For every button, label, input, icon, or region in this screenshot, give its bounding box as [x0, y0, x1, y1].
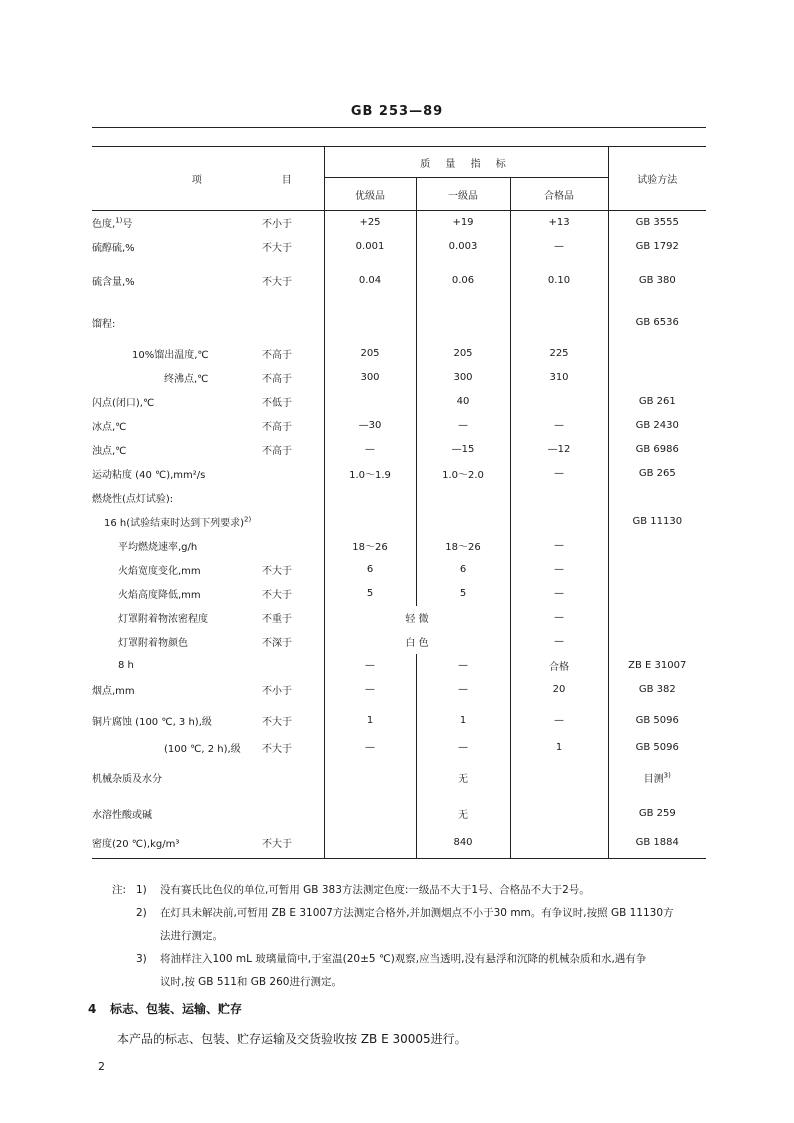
value-premium: [324, 390, 416, 414]
value-first: 1.0～2.0: [416, 462, 510, 486]
value-first: [416, 510, 510, 534]
value-premium: —30: [324, 414, 416, 438]
test-method: [608, 828, 706, 859]
test-method-text: ZB E 31007: [628, 660, 687, 671]
value-first: 18～26: [416, 534, 510, 558]
value-qualified: —: [510, 582, 608, 606]
value-qualified: [510, 799, 608, 828]
table-row: [92, 606, 706, 630]
test-method-text: GB 6986: [635, 444, 679, 455]
specification-table: [92, 146, 706, 859]
row-item-text: (100 ℃, 2 h),级: [164, 743, 241, 755]
value-first: 5: [416, 582, 510, 606]
test-method: [608, 438, 706, 462]
note-number: 1): [136, 884, 147, 896]
row-limit: [262, 654, 324, 678]
footnote-ref: 2): [244, 515, 252, 524]
notes-block: [112, 879, 712, 994]
row-item-text: 密度(20 ℃),kg/m³: [92, 839, 180, 851]
row-item-text: 灯罩附着物浓密程度: [118, 614, 208, 625]
value-qualified: —: [510, 534, 608, 558]
note-line: [112, 902, 712, 925]
test-method: [608, 486, 706, 510]
test-method: [608, 211, 706, 235]
table-row: [92, 366, 706, 390]
row-item-name: [92, 534, 262, 558]
value-qualified: [510, 510, 608, 534]
row-limit: 不大于: [262, 277, 292, 288]
row-item-text: 烟点,mm: [92, 686, 135, 697]
value-first: —: [416, 678, 510, 702]
row-item-text: 8 h: [118, 660, 134, 671]
row-limit: 不大于: [262, 716, 292, 728]
row-item-name: [92, 678, 262, 702]
row-item-name: [92, 438, 262, 462]
value-qualified: [510, 828, 608, 859]
table-row: [92, 342, 706, 366]
row-item-text: 闪点(闭口),℃: [92, 398, 155, 409]
test-method-text: GB 1884: [635, 837, 679, 849]
value-first: 无: [416, 799, 510, 828]
value-qualified: —: [510, 558, 608, 582]
page-number: 2: [98, 1060, 105, 1073]
value-first: +19: [416, 211, 510, 235]
row-item-text: 机械杂质及水分: [92, 773, 162, 785]
table-row: [92, 654, 706, 678]
row-item-text: 硫含量,%: [92, 277, 135, 288]
row-limit: [262, 462, 324, 486]
row-item-name: [92, 303, 262, 342]
note-label: [112, 971, 136, 994]
value-qualified: [510, 486, 608, 510]
row-item-text: 灯罩附着物颜色: [118, 638, 188, 649]
table-body: [92, 211, 706, 859]
test-method-text: GB 5096: [635, 741, 679, 753]
section-number: 4: [88, 1002, 97, 1016]
note-number: 3): [136, 953, 147, 965]
row-item-name: [92, 342, 262, 366]
row-item-name: [92, 702, 262, 739]
row-item-text: 10%馏出温度,℃: [132, 350, 209, 361]
test-method-text: GB 2430: [635, 420, 679, 431]
row-item-name: [92, 582, 262, 606]
row-item-name: [92, 510, 262, 534]
value-premium: 1.0～1.9: [324, 462, 416, 486]
value-qualified: [510, 303, 608, 342]
row-item-name: [92, 211, 262, 235]
value-premium-first: 轻 微: [324, 606, 510, 630]
row-item-text: 燃烧性(点灯试验):: [92, 494, 174, 505]
row-item-unit: 号: [122, 219, 133, 231]
footnote-ref: 1): [115, 216, 123, 225]
row-item-text: 冰点,℃: [92, 422, 127, 433]
test-method: [608, 756, 706, 799]
note-label: [112, 948, 136, 971]
value-premium: 1: [324, 702, 416, 739]
value-premium: 205: [324, 342, 416, 366]
note-line: [112, 925, 712, 948]
row-item-text: 色度,: [92, 219, 116, 231]
test-method: [608, 390, 706, 414]
row-item-name: [92, 739, 262, 756]
value-first: [416, 486, 510, 510]
item-header: [92, 147, 324, 211]
row-limit: 不深于: [262, 638, 292, 649]
test-method-text: GB 261: [638, 396, 676, 407]
grade-premium-header: 优级品: [324, 178, 416, 211]
value-premium: 5: [324, 582, 416, 606]
row-limit: [262, 510, 324, 534]
test-method: [608, 259, 706, 303]
row-limit: 不大于: [262, 566, 292, 577]
test-method-text: GB 1792: [635, 241, 679, 252]
item-header-left: 项: [191, 175, 202, 186]
row-item-name: [92, 414, 262, 438]
table-row: [92, 756, 706, 799]
row-limit: 不低于: [262, 398, 292, 409]
footnote-ref: 3): [663, 771, 671, 780]
test-method-text: GB 6536: [635, 316, 679, 328]
item-header-right: 目: [281, 175, 292, 186]
test-method: [608, 582, 706, 606]
grade-first-header: 一级品: [416, 178, 510, 211]
row-limit: 不大于: [262, 743, 292, 755]
row-item-text: 浊点,℃: [92, 446, 127, 457]
value-first: [416, 303, 510, 342]
row-limit: 不大于: [262, 839, 292, 851]
test-method: [608, 558, 706, 582]
value-first: 0.06: [416, 259, 510, 303]
value-first: 300: [416, 366, 510, 390]
test-method: [608, 678, 706, 702]
row-item-name: [92, 486, 262, 510]
test-method: [608, 739, 706, 756]
row-limit: 不小于: [262, 686, 292, 697]
table-row: [92, 414, 706, 438]
test-method-text: GB 259: [638, 807, 676, 819]
value-premium: 300: [324, 366, 416, 390]
row-item-name: [92, 462, 262, 486]
row-item-text: 火焰高度降低,mm: [118, 590, 201, 601]
row-item-text: 终沸点,℃: [164, 374, 209, 385]
row-limit: 不小于: [262, 219, 292, 231]
row-limit: [262, 799, 324, 828]
value-first: —: [416, 414, 510, 438]
test-method-text: GB 11130: [632, 516, 683, 527]
value-premium: [324, 510, 416, 534]
row-item-text: 平均燃烧速率,g/h: [118, 542, 198, 553]
row-limit: [262, 486, 324, 510]
row-item-name: [92, 558, 262, 582]
value-first: —15: [416, 438, 510, 462]
section-paragraph: 本产品的标志、包装、贮存运输及交货验收按 ZB E 30005进行。: [117, 1032, 467, 1046]
value-premium: —: [324, 438, 416, 462]
section-title: 标志、包装、运输、贮存: [110, 1002, 243, 1016]
test-method: [608, 366, 706, 390]
note-label: [112, 925, 136, 948]
row-limit: [262, 756, 324, 799]
row-limit: 不大于: [262, 590, 292, 601]
value-premium: [324, 799, 416, 828]
row-item-text: 水溶性酸或碱: [92, 809, 152, 821]
row-limit: [262, 534, 324, 558]
note-text: 议时,按 GB 511和 GB 260进行测定。: [160, 976, 342, 988]
test-method: [608, 799, 706, 828]
value-qualified: 225: [510, 342, 608, 366]
value-qualified: —: [510, 702, 608, 739]
row-limit: 不重于: [262, 614, 292, 625]
value-qualified: 1: [510, 739, 608, 756]
value-qualified: [510, 390, 608, 414]
row-item-text: 运动粘度 (40 ℃),mm²/s: [92, 470, 206, 481]
table-row: [92, 211, 706, 235]
value-qualified: 310: [510, 366, 608, 390]
row-item-name: [92, 390, 262, 414]
table-row: [92, 739, 706, 756]
header-rule: [92, 127, 706, 128]
row-limit: [262, 303, 324, 342]
row-item-text: 火焰宽度变化,mm: [118, 566, 201, 577]
value-premium: —: [324, 739, 416, 756]
value-qualified: +13: [510, 211, 608, 235]
note-line: [112, 879, 712, 902]
row-item-name: [92, 235, 262, 259]
quality-header: 质 量 指 标: [324, 147, 608, 178]
value-premium: [324, 756, 416, 799]
row-limit: 不大于: [262, 243, 292, 254]
table-row: [92, 235, 706, 259]
row-item-text: 硫醇硫,%: [92, 243, 135, 254]
value-first: 840: [416, 828, 510, 859]
section-heading: [88, 1000, 242, 1017]
value-qualified: 合格: [510, 654, 608, 678]
value-first: 205: [416, 342, 510, 366]
value-first: 无: [416, 756, 510, 799]
row-item-text: 馏程:: [92, 318, 116, 330]
value-premium: [324, 828, 416, 859]
value-first: 1: [416, 702, 510, 739]
value-premium: 18～26: [324, 534, 416, 558]
table-row: [92, 582, 706, 606]
test-method: [608, 235, 706, 259]
row-item-name: [92, 259, 262, 303]
grade-qualified-header: 合格品: [510, 178, 608, 211]
row-limit: 不高于: [262, 350, 292, 361]
value-premium-first: 白 色: [324, 630, 510, 654]
value-qualified: 0.10: [510, 259, 608, 303]
note-label: [112, 902, 136, 925]
table-row: [92, 510, 706, 534]
test-method: [608, 510, 706, 534]
test-method: [608, 606, 706, 630]
test-method-text: 目测: [643, 773, 664, 785]
note-text: 法进行测定。: [160, 930, 223, 942]
test-method: [608, 654, 706, 678]
table-row: [92, 462, 706, 486]
value-premium: 0.001: [324, 235, 416, 259]
value-premium: [324, 486, 416, 510]
table-row: [92, 486, 706, 510]
table-row: [92, 678, 706, 702]
value-qualified: —: [510, 235, 608, 259]
value-qualified: —: [510, 630, 608, 654]
value-premium: [324, 303, 416, 342]
note-text: 没有赛氏比色仪的单位,可暂用 GB 383方法测定色度:一级品不大于1号、合格品不大于2号。: [160, 884, 590, 896]
note-label: 注:: [112, 884, 127, 896]
row-item-name: [92, 756, 262, 799]
test-method: [608, 303, 706, 342]
table-row: [92, 558, 706, 582]
test-method-text: GB 380: [638, 275, 676, 286]
row-item-name: [92, 828, 262, 859]
test-method-text: GB 5096: [635, 714, 679, 726]
value-premium: +25: [324, 211, 416, 235]
test-method: [608, 534, 706, 558]
table-row: [92, 630, 706, 654]
note-number: [136, 971, 160, 994]
test-method: [608, 342, 706, 366]
table-row: [92, 828, 706, 859]
value-qualified: —: [510, 462, 608, 486]
row-item-text: 16 h(试验结束时达到下列要求): [104, 518, 245, 529]
test-method: [608, 462, 706, 486]
table-row: [92, 259, 706, 303]
test-method: [608, 702, 706, 739]
value-first: 40: [416, 390, 510, 414]
value-qualified: 20: [510, 678, 608, 702]
value-premium: 6: [324, 558, 416, 582]
row-limit: 不高于: [262, 374, 292, 385]
value-first: 6: [416, 558, 510, 582]
value-first: —: [416, 739, 510, 756]
note-text: 在灯具未解决前,可暂用 ZB E 31007方法测定合格外,并加测烟点不小于30 mm。有争议时,按照 GB 11130方: [160, 907, 674, 919]
row-limit: 不高于: [262, 422, 292, 433]
row-item-name: [92, 606, 262, 630]
test-method: [608, 414, 706, 438]
value-qualified: —: [510, 606, 608, 630]
value-premium: —: [324, 654, 416, 678]
table-row: [92, 534, 706, 558]
row-item-name: [92, 630, 262, 654]
table-row: [92, 390, 706, 414]
note-text: 将油样注入100 mL 玻璃量筒中,于室温(20±5 ℃)观察,应当透明,没有悬浮和沉降的机械杂质和水,遇有争: [160, 953, 647, 965]
test-method: [608, 630, 706, 654]
document-code-header: GB 253—89: [350, 104, 444, 119]
table-row: [92, 438, 706, 462]
table-row: [92, 799, 706, 828]
row-item-name: [92, 654, 262, 678]
value-first: 0.003: [416, 235, 510, 259]
value-first: —: [416, 654, 510, 678]
row-item-name: [92, 799, 262, 828]
table-row: [92, 303, 706, 342]
row-limit: 不高于: [262, 446, 292, 457]
method-header: 试验方法: [608, 147, 706, 211]
test-method-text: GB 265: [638, 468, 676, 479]
test-method-text: GB 382: [638, 684, 676, 695]
row-item-name: [92, 366, 262, 390]
value-qualified: [510, 756, 608, 799]
table-row: [92, 702, 706, 739]
note-number: 2): [136, 907, 147, 919]
value-premium: 0.04: [324, 259, 416, 303]
test-method-text: GB 3555: [635, 217, 679, 229]
value-qualified: —: [510, 414, 608, 438]
note-line: [112, 948, 712, 971]
value-premium: —: [324, 678, 416, 702]
note-number: [136, 925, 160, 948]
row-item-text: 铜片腐蚀 (100 ℃, 3 h),级: [92, 716, 212, 728]
value-qualified: —12: [510, 438, 608, 462]
note-line: [112, 971, 712, 994]
